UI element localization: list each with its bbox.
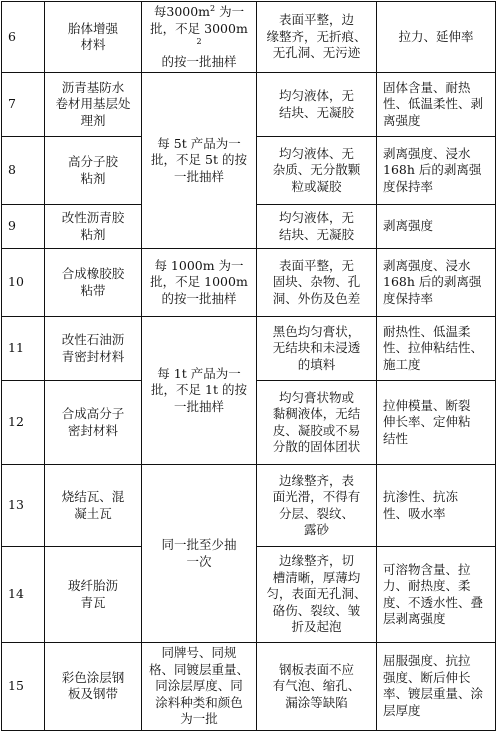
table-row bbox=[2, 643, 496, 731]
row-number: 10 bbox=[2, 249, 45, 317]
material-name: 沥青基防水 卷材用基层处 理剂 bbox=[45, 73, 142, 137]
appearance-requirement: 黑色均匀膏状， 无结块和未浸透 的填料 bbox=[257, 317, 377, 381]
material-name: 改性沥青胶 粘剂 bbox=[45, 205, 142, 249]
table-row bbox=[2, 317, 496, 381]
appearance-requirement: 边缘整齐，切 槽清晰，厚薄均 匀，表面无孔洞、 硌伤、裂纹、皱 折及起泡 bbox=[257, 547, 377, 643]
batch-rule: 每 5t 产品为一 批，不足 5t 的按 一批抽样 bbox=[142, 73, 257, 249]
test-items: 固体含量、耐热 性、低温柔性、剥 离强度 bbox=[377, 73, 496, 137]
row-number: 11 bbox=[2, 317, 45, 381]
row-number: 12 bbox=[2, 381, 45, 465]
test-items: 可溶物含量、拉 力、耐热度、柔 度、不透水性、叠 层剥离强度 bbox=[377, 547, 496, 643]
row-number: 6 bbox=[2, 2, 45, 73]
material-name: 烧结瓦、混 凝土瓦 bbox=[45, 465, 142, 547]
appearance-requirement: 钢板表面不应 有气泡、缩孔、 漏涂等缺陷 bbox=[257, 643, 377, 731]
row-number: 13 bbox=[2, 465, 45, 547]
row-number: 15 bbox=[2, 643, 45, 731]
test-items: 屈服强度、抗拉 强度、断后伸长 率、镀层重量、涂 层厚度 bbox=[377, 643, 496, 731]
material-name: 高分子胶 粘剂 bbox=[45, 137, 142, 205]
appearance-requirement: 表面平整，边 缘整齐，无折痕、 无孔洞、无污迹 bbox=[257, 2, 377, 73]
row-number: 14 bbox=[2, 547, 45, 643]
material-name: 彩色涂层钢 板及钢带 bbox=[45, 643, 142, 731]
batch-rule: 同一批至少抽 一次 bbox=[142, 465, 257, 643]
test-items: 剥离强度、浸水 168h 后的剥离强 度保持率 bbox=[377, 249, 496, 317]
appearance-requirement: 均匀液体，无 结块、无凝胶 bbox=[257, 205, 377, 249]
test-items: 剥离强度、浸水 168h 后的剥离强 度保持率 bbox=[377, 137, 496, 205]
inspection-table bbox=[1, 1, 496, 731]
appearance-requirement: 均匀膏状物或 黏稠液体，无结 皮、凝胶或不易 分散的固体团状 bbox=[257, 381, 377, 465]
batch-rule: 每 1000m 为一 批，不足 1000m 的按一批抽样 bbox=[142, 249, 257, 317]
test-items: 抗渗性、抗冻 性、吸水率 bbox=[377, 465, 496, 547]
test-items: 拉力、延伸率 bbox=[377, 2, 496, 73]
material-name: 玻纤胎沥 青瓦 bbox=[45, 547, 142, 643]
batch-rule: 同牌号、同规 格、同镀层重量、 同涂层厚度、同 涂料种类和颜色 为一批 bbox=[142, 643, 257, 731]
table-row bbox=[2, 465, 496, 547]
appearance-requirement: 均匀液体，无 结块、无凝胶 bbox=[257, 73, 377, 137]
material-name: 胎体增强 材料 bbox=[45, 2, 142, 73]
table-row bbox=[2, 73, 496, 137]
test-items: 耐热性、低温柔 性、拉伸粘结性、 施工度 bbox=[377, 317, 496, 381]
material-name: 合成橡胶胶 粘带 bbox=[45, 249, 142, 317]
row-number: 7 bbox=[2, 73, 45, 137]
material-name: 改性石油沥 青密封材料 bbox=[45, 317, 142, 381]
appearance-requirement: 均匀液体、无 杂质、无分散颗 粒或凝胶 bbox=[257, 137, 377, 205]
material-name: 合成高分子 密封材料 bbox=[45, 381, 142, 465]
test-items: 拉伸模量、断裂 伸长率、定伸粘 结性 bbox=[377, 381, 496, 465]
test-items: 剥离强度 bbox=[377, 205, 496, 249]
appearance-requirement: 边缘整齐，表 面光滑，不得有 分层、裂纹、 露砂 bbox=[257, 465, 377, 547]
row-number: 9 bbox=[2, 205, 45, 249]
batch-rule: 每 1t 产品为一 批，不足 1t 的按 一批抽样 bbox=[142, 317, 257, 465]
table-row bbox=[2, 249, 496, 317]
batch-rule: 每$3000m^2$ 为一 批，不足 $3000m^2$ 的按一批抽样 bbox=[142, 2, 257, 73]
table-row bbox=[2, 2, 496, 73]
row-number: 8 bbox=[2, 137, 45, 205]
appearance-requirement: 表面平整，无 固块、杂物、孔 洞、外伤及色差 bbox=[257, 249, 377, 317]
